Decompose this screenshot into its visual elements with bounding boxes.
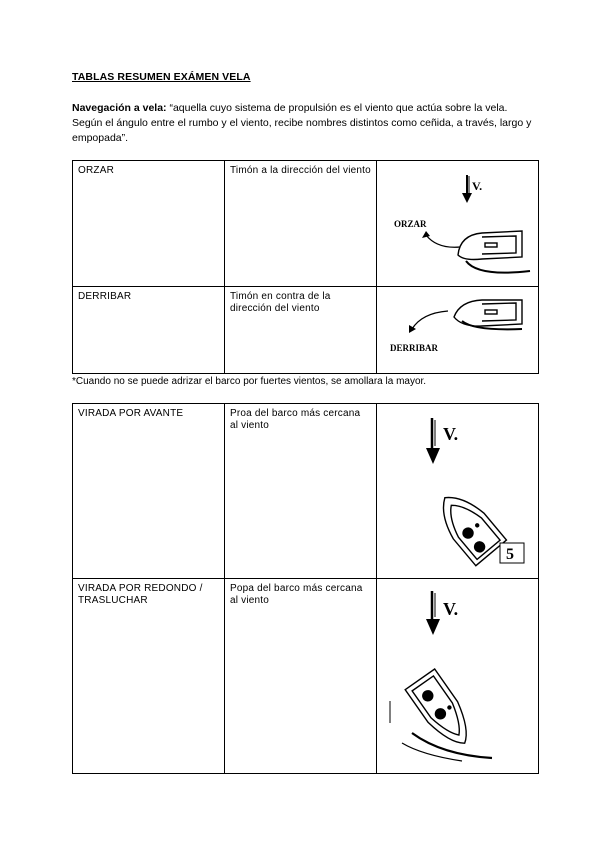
boat-icon bbox=[458, 231, 530, 273]
intro-paragraph bbox=[72, 101, 532, 146]
boat-icon bbox=[454, 300, 522, 329]
table-row bbox=[73, 287, 539, 374]
boat-icon bbox=[430, 485, 507, 566]
wind-label: V. bbox=[443, 599, 459, 619]
derribar-figure bbox=[382, 291, 533, 369]
turn-arrow bbox=[412, 311, 448, 329]
table-row bbox=[73, 579, 539, 774]
wind-arrow-icon bbox=[462, 175, 472, 203]
table-row bbox=[73, 404, 539, 579]
term-cell: VIRADA POR REDONDO / TRASLUCHAR bbox=[73, 579, 225, 774]
intro-text: “aquella cuyo sistema de propulsión es el viento que actúa sobre la vela. Según el ángulo entre el rumbo y el viento, recibe nombres distintos como ceñida, a través, largo y empopada”. bbox=[72, 102, 532, 144]
description-cell: Proa del barco más cercana al viento bbox=[225, 404, 377, 579]
figure-cell bbox=[377, 287, 539, 374]
table-row bbox=[73, 161, 539, 287]
intro-term: Navegación a vela: bbox=[72, 102, 167, 114]
term-cell: ORZAR bbox=[73, 161, 225, 287]
figure-number: 5 bbox=[506, 546, 514, 563]
description-cell: Timón en contra de la dirección del viento bbox=[225, 287, 377, 374]
figure-label: DERRIBAR bbox=[390, 343, 439, 353]
figure-cell bbox=[377, 404, 539, 579]
turn-arrow bbox=[426, 235, 460, 247]
maneuver-table-2 bbox=[72, 403, 539, 774]
description-cell: Popa del barco más cercana al viento bbox=[225, 579, 377, 774]
wind-arrow-icon bbox=[426, 591, 440, 635]
virada-redondo-figure bbox=[382, 583, 533, 769]
wind-label: V. bbox=[443, 424, 459, 444]
term-cell: DERRIBAR bbox=[73, 287, 225, 374]
virada-avante-figure bbox=[382, 408, 533, 574]
figure-cell bbox=[377, 579, 539, 774]
page-title: TABLAS RESUMEN EXÁMEN VELA bbox=[72, 71, 251, 83]
figure-label: ORZAR bbox=[394, 219, 427, 229]
boat-icon bbox=[405, 669, 479, 754]
figure-cell bbox=[377, 161, 539, 287]
note-text: *Cuando no se puede adrizar el barco por fuertes vientos, se amollara la mayor. bbox=[72, 376, 427, 387]
maneuver-table-1 bbox=[72, 160, 539, 374]
term-cell: VIRADA POR AVANTE bbox=[73, 404, 225, 579]
orzar-figure bbox=[382, 165, 533, 282]
wind-arrow-icon bbox=[426, 418, 440, 464]
wind-label: V. bbox=[472, 179, 483, 193]
figure-number-box bbox=[500, 543, 524, 563]
description-cell: Timón a la dirección del viento bbox=[225, 161, 377, 287]
